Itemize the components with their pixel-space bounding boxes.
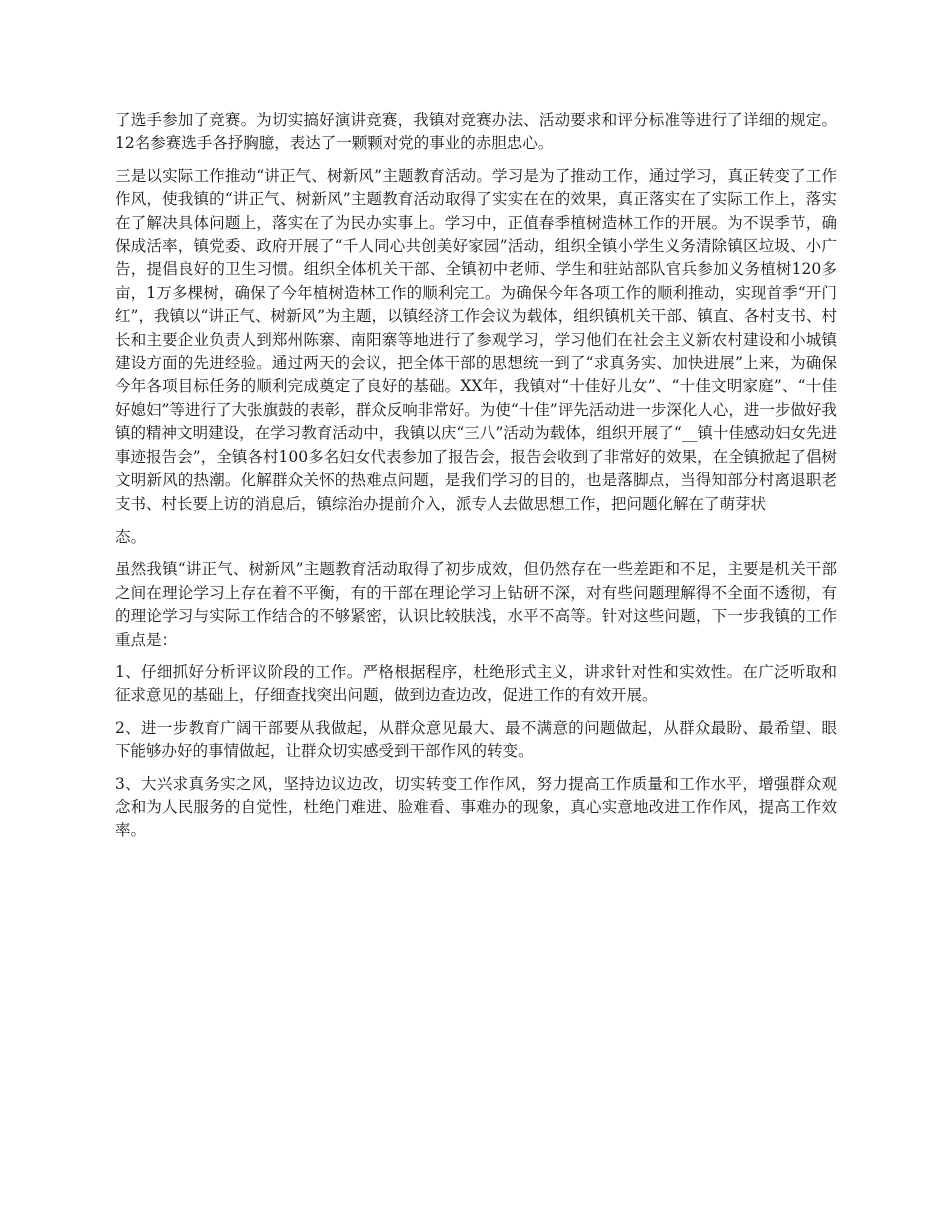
paragraph-3: 态。 bbox=[115, 527, 147, 546]
list-item-1: 1、仔细抓好分析评议阶段的工作。严格根据程序，杜绝形式主义，讲求针对性和实效性。在广泛听取和征求意见的基础上，仔细查找突出问题，做到边查边改，促进工作的有效开展。 bbox=[115, 662, 837, 705]
paragraph-2: 三是以实际工作推动“讲正气、树新风”主题教育活动。学习是为了推动工作，通过学习，真正转变了工作作风，使我镇的“讲正气、树新风”主题教育活动取得了实实在在的效果，真正落实在了实际工作上，落实在了解决具体问题上，落实在了为民办实事上。学习中，正值春季植树造林工作的开展。为不误季节，确保成活率，镇党委、政府开展了“千人同心共创美好家园”活动，组织全镇小学生义务清除镇区垃圾、小广告，提倡良好的卫生习惯。组织全体机关干部、全镇初中老师、学生和驻站部队官兵参加义务植树120多亩，1万多棵树，确保了今年植树造林工作的顺利完工。为确保今年各项工作的顺利推动，实现首季“开门红”，我镇以“讲正气、树新风”为主题，以镇经济工作会议为载体，组织镇机关干部、镇直、各村支书、村长和主要企业负责人到郑州陈寨、南阳寨等地进行了参观学习，学习他们在社会主义新农村建设和小城镇建设方面的先进经验。通过两天的会议，把全体干部的思想统一到了“求真务实、加快进展”上来，为确保今年各项目标任务的顺利完成奠定了良好的基础。XX年，我镇对“十佳好儿女”、“十佳文明家庭”、“十佳好媳妇”等进行了大张旗鼓的表彰，群众反响非常好。为使“十佳”评先活动进一步深化人心，进一步做好我镇的精神文明建设，在学习教育活动中，我镇以庆“三八”活动为载体，组织开展了“__镇十佳感动妇女先进事迹报告会”，全镇各村100多名妇女代表参加了报告会，报告会收到了非常好的效果，在全镇掀起了倡树文明新风的热潮。化解群众关怀的热难点问题，是我们学习的目的，也是落脚点，当得知部分村离退职老支书、村长要上访的消息后，镇综治办提前介入，派专人去做思想工作，把问题化解在了萌芽状 bbox=[115, 166, 837, 513]
paragraph-4: 虽然我镇“讲正气、树新风”主题教育活动取得了初步成效，但仍然存在一些差距和不足，主要是机关干部之间在理论学习上存在着不平衡，有的干部在理论学习上钻研不深，对有些问题理解得不全面不透彻，有的理论学习与实际工作结合的不够紧密，认识比较肤浅，水平不高等。针对这些问题，下一步我镇的工作重点是： bbox=[115, 560, 837, 649]
list-item-2: 2、进一步教育广阔干部要从我做起，从群众意见最大、最不满意的问题做起，从群众最盼、最希望、眼下能够办好的事情做起，让群众切实感受到干部作风的转变。 bbox=[115, 718, 837, 761]
paragraph-1: 了选手参加了竞赛。为切实搞好演讲竞赛，我镇对竞赛办法、活动要求和评分标准等进行了详细的规定。12名参赛选手各抒胸臆，表达了一颗颗对党的事业的赤胆忠心。 bbox=[115, 111, 837, 153]
document-body bbox=[115, 109, 837, 852]
list-item-3: 3、大兴求真务实之风，坚持边议边改，切实转变工作作风，努力提高工作质量和工作水平，增强群众观念和为人民服务的自觉性，杜绝门难进、脸难看、事难办的现象，真心实意地改进工作作风，提高工作效率。 bbox=[115, 774, 837, 840]
